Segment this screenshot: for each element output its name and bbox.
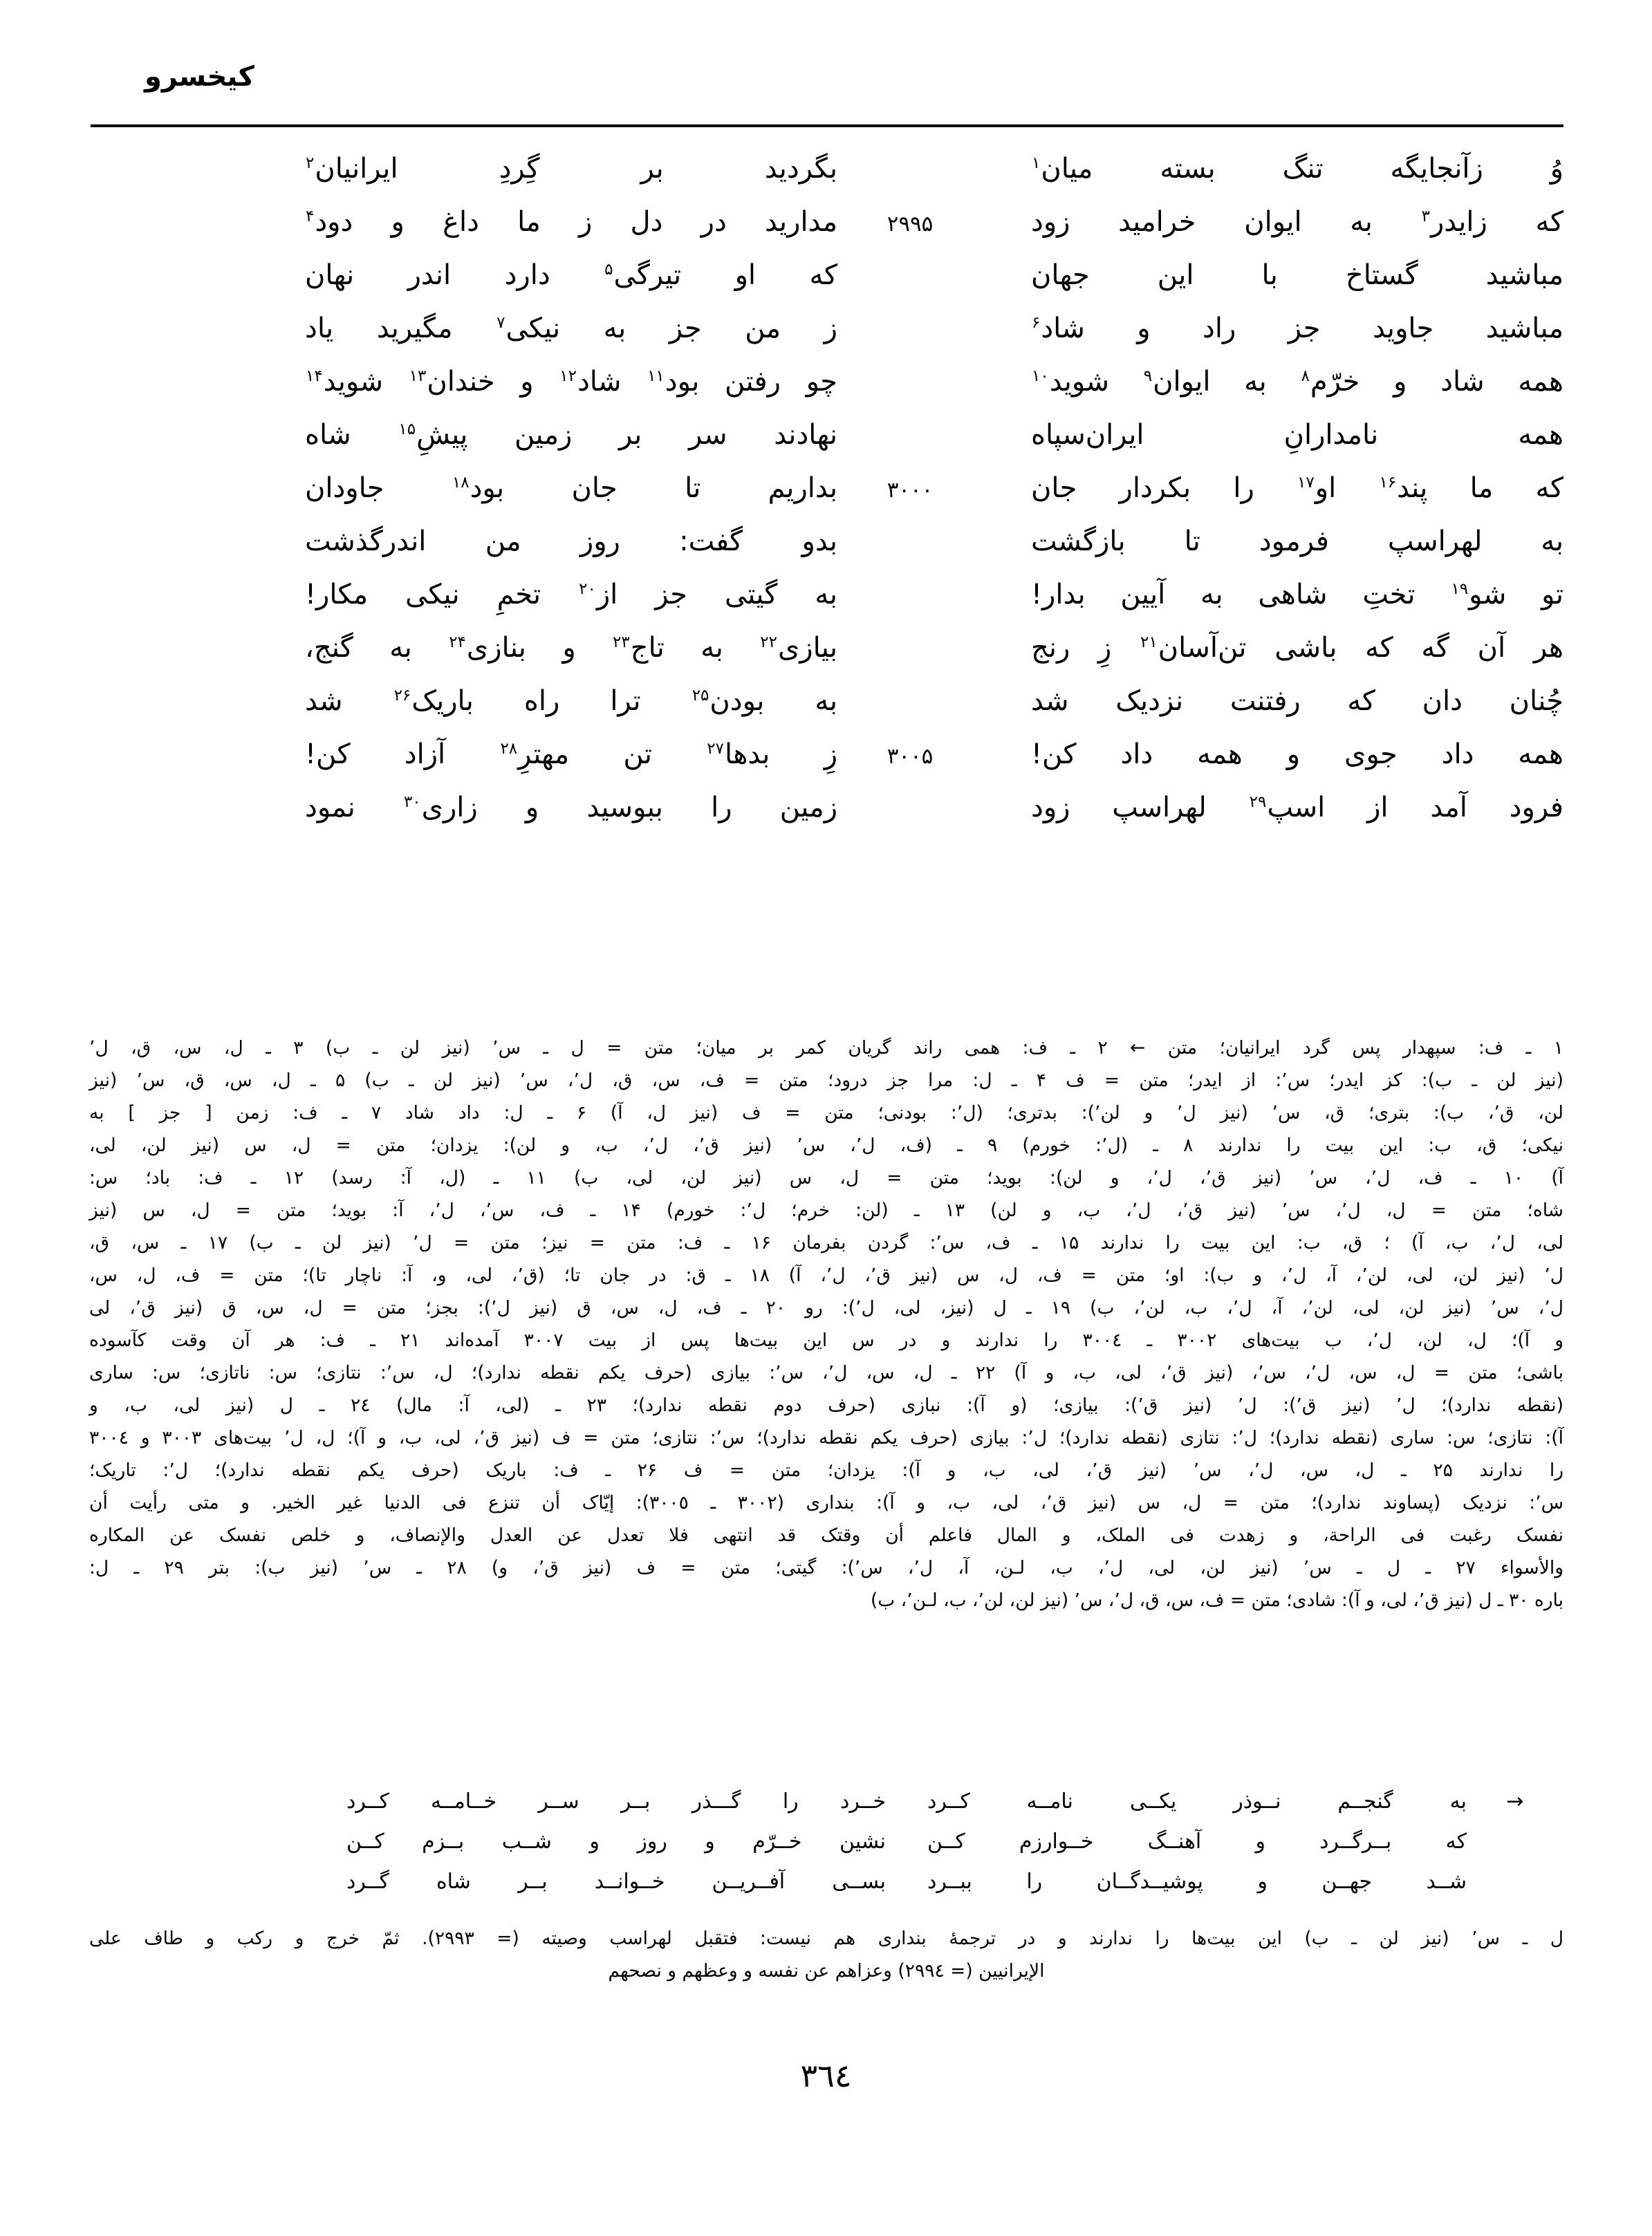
appendix-hemistich-left: نشین خــرّم و روز و شــب بــزم کــن bbox=[346, 1829, 886, 1854]
verse-row bbox=[91, 153, 1563, 207]
appendix-hemistich-left: خــرد را گـــذر بــر ســر خــامــه کــرد bbox=[346, 1789, 886, 1814]
verse-row bbox=[91, 420, 1563, 473]
verse-row bbox=[91, 260, 1563, 313]
apparatus-line: آ): نتازی؛ س: ساری (نقطه ندارد)؛ ل٬: نتازی (نقطه ندارد)؛ ل٬: بیازی (حرف یکم نقطه ندارد)؛ س٬: نتازی؛ متن = ف (نیز ق٬، لی، ب، و آ)؛ ل، ل٬ بیت‌های ۳۰۰۳ و ۳۰۰٤ bbox=[89, 1427, 1564, 1448]
hemistich-left: ز من جز به نیکی$^۷$ مگیرید یاد bbox=[305, 313, 837, 344]
hemistich-right: تو شو$^{۱۹}$ تختِ شاهی به آیین بدار! bbox=[1031, 579, 1563, 611]
verse-row bbox=[91, 473, 1563, 526]
apparatus-line: آ) ۱۰ ـ ف، ل٬، س٬ (نیز ق٬، ل٬، و لن): بوید؛ متن = ل، س (نیز لن، لی، ب) ۱۱ ـ (ل، آ: رسد) ۱۲ ـ ف: باد؛ س: bbox=[89, 1167, 1564, 1189]
apparatus-line: نفسک رغبت فی الراحة، و زهدت فی الملک، و المال فاعلم أن وقتک قد انتهی فلا تعدل عن العدل والإنصاف، و خلص نفسک عن المکاره bbox=[89, 1525, 1563, 1546]
hemistich-right: وُ زآنجایگه تنگ بسته میان$^۱$ bbox=[1032, 153, 1563, 185]
hemistich-right: به لهراسپ فرمود تا بازگشت bbox=[1031, 525, 1563, 557]
appendix-hemistich-right: به گنجــم نــوذر یکــی نامــه کــرد bbox=[927, 1789, 1467, 1814]
hemistich-right: همه نامدارانِ ایران‌سپاه bbox=[1031, 419, 1563, 451]
verse-number bbox=[837, 386, 983, 391]
hemistich-left: بداریم تا جان بود$^{۱۸}$ جاودان bbox=[305, 472, 837, 504]
apparatus-line: لی، ل٬، ب، آ) ؛ ق، ب: این بیت را ندارند ۱۵ ـ ف، س٬: گردن بفرمان ۱۶ ـ ف: متن = نیز؛ متن = ل٬ (نیز لن ـ ب) ۱۷ ـ س، ق، bbox=[89, 1232, 1563, 1254]
verse-number: ۳۰۰۵ bbox=[887, 744, 934, 769]
hemistich-left: که او تیرگی$^۵$ دارد اندر نهان bbox=[305, 259, 837, 291]
hemistich-left: به گیتی جز از$^{۲۰}$ تخمِ نیکی مکار! bbox=[305, 579, 837, 611]
apparatus-line: ل٬ (نیز لن، لی، لن٬، آ، ل٬، و ب): او؛ متن = ف، ل، س (نیز ق٬، ل٬، آ) ۱۸ ـ ق: در جان تا؛ (ق٬، لی، و، آ: ناچار تا)؛ متن = ف، ل، س، bbox=[89, 1265, 1564, 1286]
appendix-verse-row bbox=[89, 1789, 1563, 1829]
hemistich-left: بیازی$^{۲۲}$ به تاج$^{۲۳}$ و بنازی$^{۲۴}$ به گنج، bbox=[305, 632, 837, 664]
hemistich-right: مباشید گستاخ با این جهان bbox=[1031, 259, 1563, 291]
critical-apparatus bbox=[89, 1032, 1563, 1617]
hemistich-left: نهادند سر بر زمین پیشِ$^{۱۵}$ شاه bbox=[305, 419, 838, 451]
verse-row bbox=[91, 792, 1563, 846]
verse-number: ۲۹۹۵ bbox=[887, 212, 934, 236]
verse-row bbox=[91, 207, 1563, 260]
verse-number bbox=[837, 333, 983, 337]
hemistich-left: زمین را ببوسید و زاری$^{۳۰}$ نمود bbox=[305, 792, 838, 823]
apparatus-tail bbox=[89, 1922, 1563, 1987]
hemistich-right: همه شاد و خرّم$^۸$ به ایوان$^۹$ شوید$^{۱۰}$ bbox=[1032, 366, 1564, 398]
apparatus-line: باره ۳۰ ـ ل (نیز ق٬، لی، و آ): شادی؛ متن = ف، س، ق، ل٬، س٬ (نیز لن، لن٬، ب، لـن٬، ب) bbox=[870, 1590, 1563, 1611]
running-head-title: کیخسرو bbox=[145, 61, 254, 93]
verse-number bbox=[837, 174, 983, 178]
apparatus-line: س٬: نزدیک (پساوند ندارد)؛ متن = ل، س (نیز ق٬، لی، ب، و آ): بنداری (۳۰۰۲ ـ ۳۰۰٥): إیّاک أن تنزع فی الدنیا غیر الخیر. و متی رأیت أن bbox=[89, 1492, 1563, 1513]
appendix-hemistich-right: شــد جهــن و پوشیــدگــان را ببــرد bbox=[927, 1870, 1467, 1894]
apparatus-line: باشی؛ متن = ل، س، ل٬، س٬، (نیز ق٬، لی، ب، و آ) ۲۲ ـ ل، س، ل٬، س٬: بیازی (حرف یکم نقطه ندارد)؛ ل، س٬: نتازی؛ س: ناتازی؛ س: ساری bbox=[89, 1362, 1563, 1383]
verse-number bbox=[837, 599, 983, 604]
verse-row bbox=[91, 366, 1563, 420]
apparatus-line: والأسواء ۲۷ ـ ل ـ س٬ (نیز لن، لی، ل٬، ب، لـن، آ، ل٬، س٬): گیتی؛ متن = ف (نیز ق٬، و) ۲۸ ـ س٬ (نیز ب): بتر ۲۹ ـ ل: bbox=[89, 1557, 1564, 1578]
verse-number bbox=[837, 546, 983, 550]
hemistich-right: که ما پند$^{۱۶}$ او$^{۱۷}$ را بکردار جان bbox=[1031, 472, 1563, 504]
appendix-verses bbox=[89, 1789, 1563, 1910]
verse-row bbox=[91, 686, 1563, 739]
hemistich-right: همه داد جوی و همه داد کن! bbox=[1031, 738, 1563, 770]
hemistich-left: چو رفتن بود$^{۱۱}$ شاد$^{۱۲}$ و خندان$^{۱۳}$ شوید$^{۱۴}$ bbox=[306, 366, 837, 398]
hemistich-right: هر آن گه که باشی تن‌آسان$^{۲۱}$ زِ رنج bbox=[1031, 632, 1563, 664]
hemistich-left: زِ بدها$^{۲۷}$ تن مهترِ$^{۲۸}$ آزاد کن! bbox=[305, 738, 838, 770]
verse-row bbox=[91, 633, 1563, 686]
verse-number bbox=[837, 706, 983, 710]
apparatus-line: و آ)؛ ل، لن، ل٬، ب بیت‌های ۳۰۰۲ ـ ۳۰۰٤ را ندارند و در س این بیت‌ها پس از بیت ۳۰۰۷ آمده‌اند ۲۱ ـ ف: هر آن وقت کآسوده bbox=[89, 1330, 1564, 1351]
apparatus-line: شاه؛ متن = ل، ل٬، س٬ (نیز ق٬، ل٬، ب، و لن) ۱۳ ـ (لن: خرم؛ ل٬: خورم) ۱۴ ـ ف، س٬، ل٬، آ: بوید؛ متن = ل، س (نیز bbox=[89, 1200, 1563, 1221]
hemistich-left: به بودن$^{۲۵}$ ترا راه باریک$^{۲۶}$ شد bbox=[305, 685, 838, 717]
verse-block bbox=[91, 153, 1563, 846]
verse-number bbox=[837, 280, 983, 284]
apparatus-line: ل٬، س٬ (نیز لن، لی، لن٬، آ، ل٬، ب، لن٬، ب) ۱۹ ـ ل (نیز، لی، ل٬): رو ۲۰ ـ ف، ل، س، ق (نیز ل٬): بجز؛ متن = ل، س، ق (نیز ق٬، لی bbox=[89, 1297, 1564, 1319]
hemistich-left: بگردید بر گِردِ ایرانیان$^۲$ bbox=[306, 153, 837, 185]
appendix-hemistich-left: بســی آفــریــن خــوانــد بــر شاه گــرد bbox=[346, 1870, 886, 1894]
header-rule bbox=[91, 124, 1563, 127]
appendix-verse-row bbox=[89, 1829, 1563, 1870]
apparatus-tail-line: الإیرانیین (= ۲۹۹٤) وعزاهم عن نفسه و وعظهم و نصحهم bbox=[608, 1960, 1045, 1982]
appendix-hemistich-right: که بــرگــرد و آهنــگ خــوارزم کــن bbox=[927, 1829, 1467, 1854]
continuation-arrow-icon: → bbox=[1506, 1789, 1524, 1814]
hemistich-right: فرود آمد از اسپ$^{۲۹}$ لهراسپ زود bbox=[1031, 792, 1563, 823]
apparatus-line: (نیز لن ـ ب): کز ایدر؛ س٬: از ایدر؛ متن = ف ۴ ـ ل: مرا جز درود؛ متن = ف، س، ق، ل٬، س٬ (نیز لن ـ ب) ۵ ـ ل، س، ق، س٬ (نیز bbox=[89, 1070, 1563, 1091]
verse-number bbox=[837, 440, 983, 444]
hemistich-right: که زایدر$^۳$ به ایوان خرامید زود bbox=[1031, 206, 1564, 238]
appendix-verse-row bbox=[89, 1870, 1563, 1910]
verse-number bbox=[837, 653, 983, 657]
hemistich-right: مباشید جاوید جز راد و شاد$^۶$ bbox=[1032, 313, 1563, 344]
apparatus-line: (نقطه ندارد)؛ ل٬ (نیز ق٬): ل٬ (نیز ق٬): بیازی؛ (و آ): نبازی (حرف دوم نقطه ندارد)؛ ۲۳ ـ (لی، آ: مال) ۲٤ ـ ل (نیز لی، ب، و bbox=[89, 1395, 1563, 1416]
apparatus-line: لن، ق٬، ب): بتری؛ ق، س٬ (نیز ل٬ و لن٬): بدتری؛ (ل٬: بودنی؛ متن = ف (نیز ل، آ) ۶ ـ ل: داد شاد ۷ ـ ف: زمن [ جز ] به bbox=[89, 1102, 1563, 1124]
verse-number bbox=[837, 812, 983, 817]
hemistich-left: مدارید در دل ز ما داغ و دود$^۴$ bbox=[306, 206, 837, 238]
verse-row bbox=[91, 739, 1563, 792]
hemistich-right: چُنان دان که رفتنت نزدیک شد bbox=[1031, 685, 1563, 717]
folio-number: ۳٦٤ bbox=[800, 2057, 852, 2094]
verse-row bbox=[91, 313, 1563, 366]
running-head bbox=[131, 61, 1514, 93]
verse-row bbox=[91, 579, 1563, 633]
apparatus-line: نیکی؛ ق، ب: این بیت را ندارند ۸ ـ (ل٬: خورم) ۹ ـ (ف، ل٬، س٬ (نیز ق٬، ل٬، ب، و لن): یزدان؛ متن = ل، س (نیز لن، لی، bbox=[89, 1135, 1564, 1156]
hemistich-left: بدو گفت: روز من اندرگذشت bbox=[305, 525, 837, 557]
apparatus-tail-line: ل ـ س٬ (نیز لن ـ ب) این بیت‌ها را ندارند و در ترجمهٔ بنداری هم نیست: فتقبل لهراسب وصیته (= ۲۹۹۳). ثمّ خرج و رکب و طاف علی bbox=[89, 1928, 1564, 1949]
verse-number: ۳۰۰۰ bbox=[887, 478, 934, 503]
apparatus-line: ۱ ـ ف: سپهدار پس گرد ایرانیان؛ متن ← ۲ ـ ف: همی راند گریان کمر بر میان؛ متن = ل ـ س٬ (نیز لن ـ ب) ۳ ـ ل، س، ق، ل٬ bbox=[89, 1037, 1564, 1059]
verse-row bbox=[91, 526, 1563, 579]
apparatus-line: را ندارند ۲۵ ـ ل، س، ل٬، س٬ (نیز ق٬، لی، ب، و آ): یزدان؛ متن = ف ۲۶ ـ ف: باریک (حرف یکم نقطه ندارد)؛ ل٬: تاریک؛ bbox=[89, 1460, 1564, 1481]
